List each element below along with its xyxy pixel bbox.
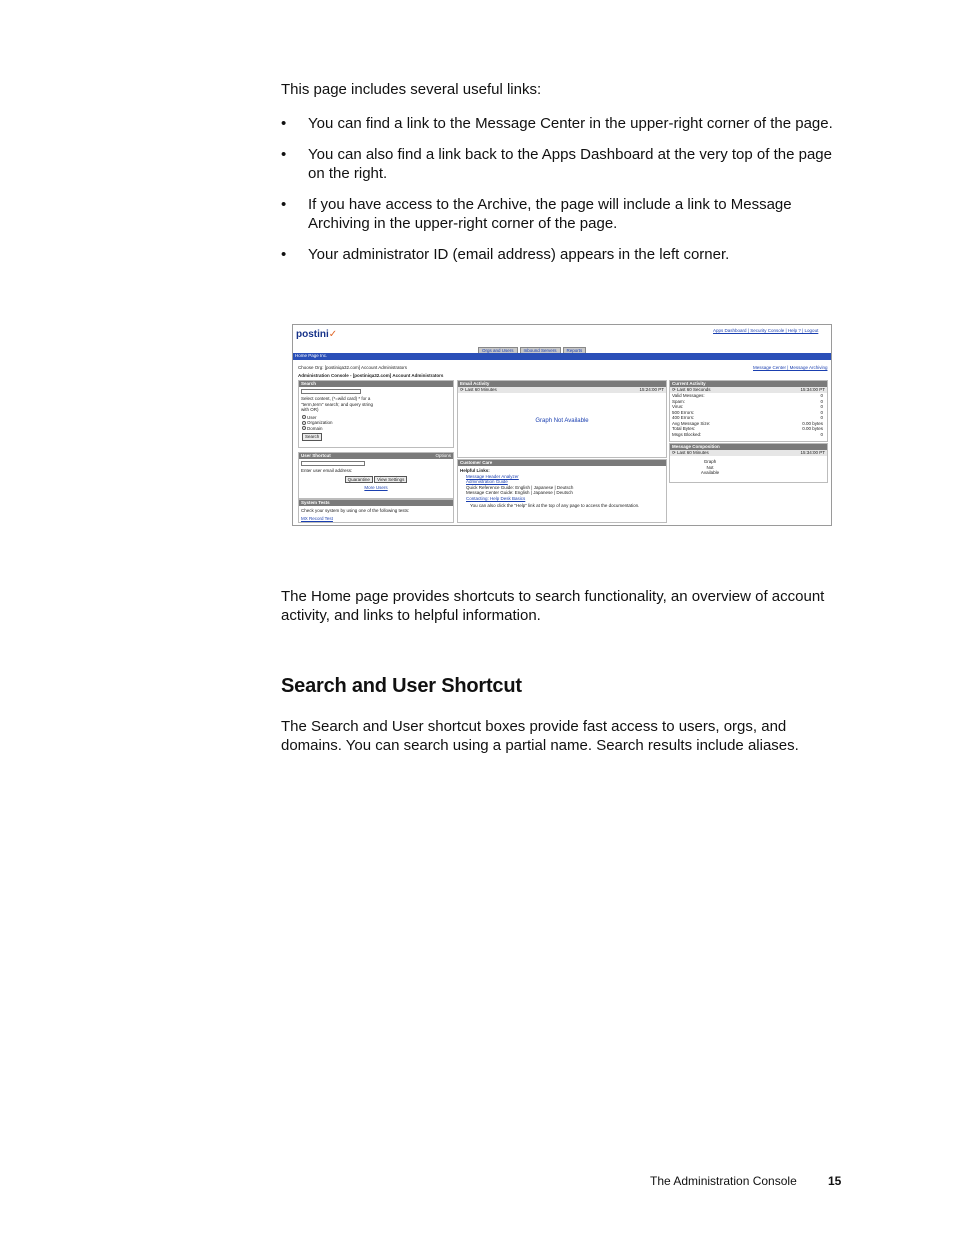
console-screenshot <box>292 324 832 526</box>
home-page-paragraph: The Home page provides shortcuts to search functionality, an overview of account activity, and links to helpful information. <box>281 588 825 624</box>
email-activity-sub: ⟳ Last 60 Minutes 15:24:00 PT <box>460 387 664 392</box>
current-activity-title: Current Activity <box>670 381 827 387</box>
activity-row: 400 Errors: 0 <box>672 415 823 420</box>
tab-orgs-and-users[interactable]: Orgs and Users <box>478 347 518 355</box>
system-tests-box <box>298 499 454 523</box>
activity-row: 500 Errors: 0 <box>672 409 823 415</box>
bullet-item: • If you have access to the Archive, the page will include a link to Message Archiving in the upper-right corner of the page. <box>281 196 792 232</box>
top-links[interactable]: Apps Dashboard | Security Console | Help ? | Logout <box>713 328 819 333</box>
bullet-icon: • <box>281 196 287 213</box>
radio-domain[interactable]: Domain <box>302 426 450 432</box>
radio-organization[interactable]: Organization <box>302 420 450 426</box>
customer-care-title: Customer Care <box>458 460 666 466</box>
composition-graph: Graph Not Available <box>700 459 720 475</box>
helpful-links-label: Helpful Links: <box>460 468 490 473</box>
activity-row: Valid Messages: 0 <box>672 393 823 398</box>
helpful-link[interactable]: Administration Guide <box>466 479 508 484</box>
current-activity-box <box>669 380 828 442</box>
activity-row: Virus: 0 <box>672 404 823 409</box>
message-composition-sub: ⟳ Last 60 Minutes 15:34:00 PT <box>672 450 825 455</box>
email-activity-title: Email Activity <box>458 381 666 387</box>
search-input[interactable] <box>301 389 361 394</box>
message-center-links[interactable]: Message Center | Message Archiving <box>753 365 828 370</box>
view-settings-button[interactable]: View Settings <box>374 476 407 484</box>
activity-row: Spam: 0 <box>672 398 823 404</box>
helpful-link[interactable]: Quick Reference Guide: English | Japanese | Deutsch <box>466 484 574 490</box>
helpful-link[interactable]: Contacting: Help Desk Basics <box>466 495 526 501</box>
current-activity-rows <box>670 393 827 437</box>
user-email-input[interactable] <box>301 461 365 466</box>
user-shortcut-hint: Enter user email address: <box>301 468 353 473</box>
email-activity-box <box>457 380 667 458</box>
customer-care-box <box>457 459 667 523</box>
radio-icon <box>302 415 306 419</box>
page-number: 15 <box>828 1174 842 1188</box>
search-hint: Select content, (*=wild card) * for a "term,term" search; and query string with OR) <box>301 396 373 412</box>
intro-text: This page includes several useful links: <box>281 81 542 98</box>
postini-logo: postini✓ <box>296 329 338 340</box>
checkmark-icon: ✓ <box>328 329 338 340</box>
refresh-icon[interactable]: ⟳ <box>672 450 678 455</box>
message-composition-title: Message Composition <box>670 444 827 450</box>
section-heading: Search and User Shortcut <box>281 675 522 697</box>
blue-bar: Home Page Inc. <box>293 353 831 360</box>
mx-record-test-link[interactable]: MX Record Test <box>301 515 333 521</box>
tab-reports[interactable]: Reports <box>563 347 587 355</box>
tab-inbound-servers[interactable]: Inbound Servers <box>520 347 561 355</box>
bullet-item: • Your administrator ID (email address) appears in the left corner. <box>281 246 730 263</box>
activity-row: Total Bytes: 0.00 bytes <box>672 426 823 431</box>
helpful-link[interactable]: Message Header Analyzer <box>466 473 519 479</box>
search-box <box>298 380 454 448</box>
radio-icon <box>302 421 306 425</box>
bullet-icon: • <box>281 115 287 132</box>
message-composition-box <box>669 443 828 483</box>
activity-row: Msgs Blocked: 0 <box>672 431 823 437</box>
page-footer <box>650 1174 842 1188</box>
radio-user[interactable]: User <box>302 415 450 421</box>
helpful-links-list <box>458 474 666 502</box>
footer-title: The Administration Console <box>650 1174 797 1188</box>
current-activity-sub: ⟳ Last 60 Seconds 15:34:00 PT <box>672 387 825 392</box>
search-button[interactable]: Search <box>302 433 322 441</box>
bullet-icon: • <box>281 246 287 263</box>
quarantine-button[interactable]: Quarantine <box>345 476 373 484</box>
refresh-icon[interactable]: ⟳ <box>672 387 678 392</box>
choose-org[interactable]: Choose Org: [postiniqa32.com] Account Administrators <box>298 365 408 370</box>
admin-console-title: Administration Console - [postiniqa32.com] Account Administrators <box>298 373 444 378</box>
bullet-item: • You can also find a link back to the Apps Dashboard at the very top of the page on the right. <box>281 146 832 182</box>
helpful-link[interactable]: Message Center Guide: English | Japanese | Deutsch <box>466 490 573 495</box>
link-bullet-list <box>281 114 841 276</box>
search-box-title: Search <box>299 381 453 387</box>
user-shortcut-title: User Shortcut Options <box>301 453 451 458</box>
customer-care-note: You can also click the "Help" link at the top of any page to access the documentation. <box>470 503 640 508</box>
more-users-link[interactable]: More Users <box>364 485 388 490</box>
system-tests-hint: Check your system by using one of the following tests: <box>301 508 410 513</box>
user-shortcut-box <box>298 452 454 499</box>
refresh-icon[interactable]: ⟳ <box>460 387 466 392</box>
system-tests-title: System Tests <box>299 500 453 506</box>
bullet-icon: • <box>281 146 287 163</box>
bullet-item: • You can find a link to the Message Center in the upper-right corner of the page. <box>281 115 833 132</box>
activity-row: Avg Message Size: 0.00 bytes <box>672 420 823 426</box>
email-activity-graph: Graph Not Available <box>535 418 589 424</box>
radio-icon <box>302 426 306 430</box>
section-paragraph: The Search and User shortcut boxes provide fast access to users, orgs, and domains. You can search using a partial name. Search results include aliases. <box>281 718 799 754</box>
search-options <box>299 413 453 432</box>
